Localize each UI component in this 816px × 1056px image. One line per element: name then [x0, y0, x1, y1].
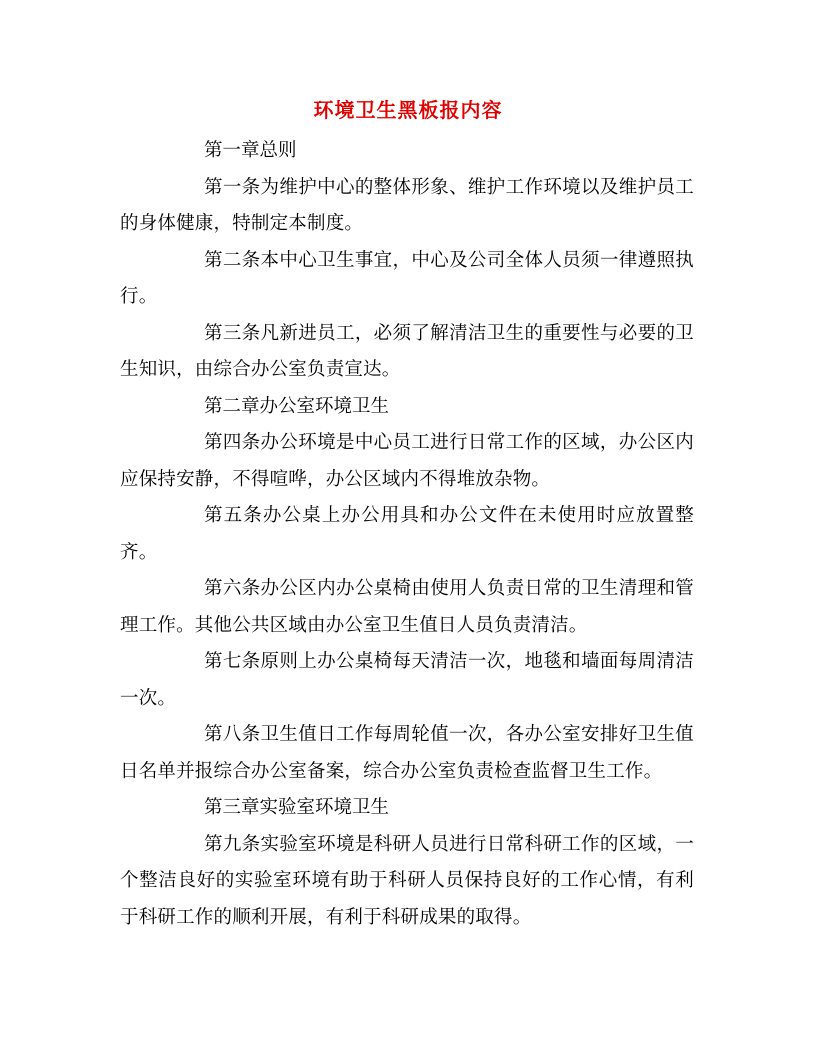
article-3: 第三条凡新进员工，必须了解清洁卫生的重要性与必要的卫生知识，由综合办公室负责宣达。 — [120, 322, 694, 380]
article-5: 第五条办公桌上办公用具和办公文件在未使用时应放置整齐。 — [120, 505, 694, 563]
chapter-heading-3: 第三章实验室环境卫生 — [204, 797, 390, 818]
chapter-heading-2: 第二章办公室环境卫生 — [204, 395, 390, 417]
document-title: 环境卫生黑板报内容 — [313, 98, 503, 122]
article-6: 第六条办公区内办公桌椅由使用人负责日常的卫生清理和管理工作。其他公共区域由办公室卫生值日人员负责清洁。 — [120, 578, 694, 636]
chapter-heading-1: 第一章总则 — [204, 140, 297, 161]
article-1: 第一条为维护中心的整体形象、维护工作环境以及维护员工的身体健康，特制定本制度。 — [120, 176, 694, 234]
article-7: 第七条原则上办公桌椅每天清洁一次，地毯和墙面每周清洁一次。 — [120, 651, 694, 709]
article-9: 第九条实验室环境是科研人员进行日常科研工作的区域，一个整洁良好的实验室环境有助于科研人员保持良好的工作心情，有利于科研工作的顺利开展，有利于科研成果的取得。 — [120, 833, 694, 928]
article-4: 第四条办公环境是中心员工进行日常工作的区域，办公区内应保持安静，不得喧哗，办公区域内不得堆放杂物。 — [120, 432, 694, 490]
document-body — [120, 133, 694, 936]
article-2: 第二条本中心卫生事宜，中心及公司全体人员须一律遵照执行。 — [120, 249, 694, 307]
article-8: 第八条卫生值日工作每周轮值一次，各办公室安排好卫生值日名单并报综合办公室备案，综合办公室负责检查监督卫生工作。 — [120, 724, 694, 782]
